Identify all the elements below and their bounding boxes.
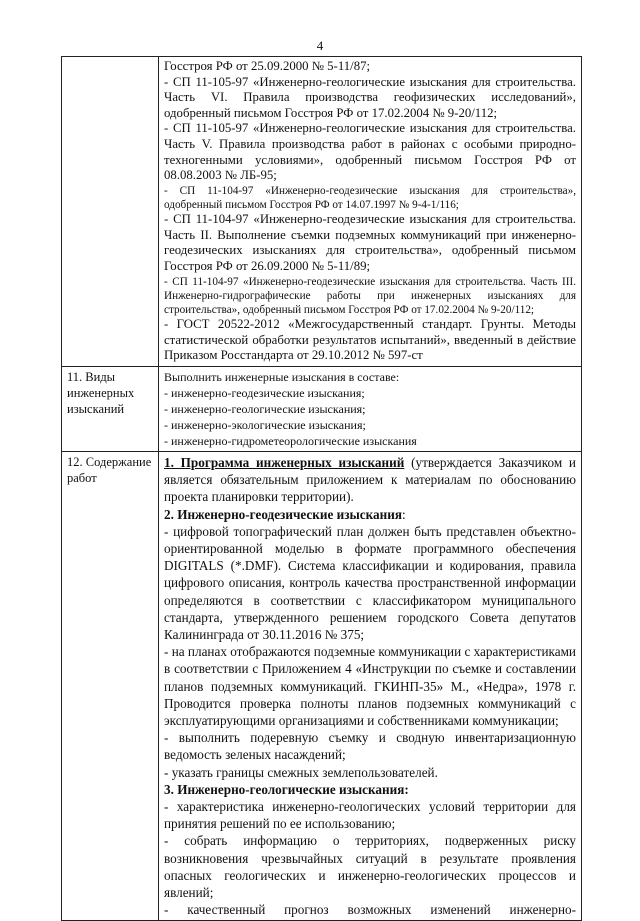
list-item: - инженерно-геодезические изыскания; <box>164 385 365 400</box>
list-item: - инженерно-геологические изыскания; <box>164 401 366 416</box>
norm-line: - СП 11-104-97 «Инженерно-геодезические изыскания для строительства. Часть II. Выполнение съемки подземных коммуникаций при инженерно-геодезических изысканиях для строительства», одобренный письмом Госстроя РФ от 26.09.2000 № 5-11/89; <box>164 212 576 273</box>
geodesy-heading-colon: : <box>401 506 406 522</box>
program-text: (утверждается Заказчиком и является обязательным приложением к материалам по обоснованию проекта планировки территории). <box>164 454 576 505</box>
norm-line: - ГОСТ 20522-2012 «Межгосударственный стандарт. Грунты. Методы статистической обработки результатов испытаний», введенный в действие Приказом Росстандарта от 29.10.2012 № 597-ст <box>164 317 576 363</box>
geodesy-item: - выполнить подеревную съемку и сводную инвентаризационную ведомость зеленых насаждений; <box>164 730 576 763</box>
list-item: - инженерно-экологические изыскания; <box>164 417 366 432</box>
row-label-types: 11. Виды инженерных изысканий <box>62 366 159 451</box>
geology-item: - собрать информацию о территориях, подверженных риску возникновения чрезвычайных ситуаций в результате проявления опасных геологических и инженерно-геологических процессов и явлений; <box>164 833 576 900</box>
geology-item: - характеристика инженерно-геологических условий территории для принятия решений по ее использованию; <box>164 798 576 832</box>
norm-line: - СП 11-104-97 «Инженерно-геодезические изыскания для строительства», одобренный письмом Госстроя РФ от 14.07.1997 № 9-4-1/116; <box>164 184 576 211</box>
geodesy-heading-line <box>164 506 576 523</box>
program-paragraph <box>164 454 576 506</box>
geodesy-heading: 2. Инженерно-геодезические изыскания <box>164 506 402 522</box>
row-label-content: 12. Содержание работ <box>62 451 159 920</box>
table-row-content <box>62 451 582 920</box>
geodesy-item: - на планах отображаются подземные коммуникации с характеристиками в соответствии с Приложением 4 «Инструкции по съемке и составлении планов подземных коммуникаций. ГКИНП-35» М., «Недра», 1978 г. Проводится проверка полноты планов подземных коммуникаций с эксплуатирующими организациями и собственниками коммуникации; <box>164 644 576 728</box>
program-heading: 1. Программа инженерных изысканий <box>164 454 405 470</box>
norms-cell <box>159 57 582 367</box>
table-row-norms <box>62 57 582 367</box>
norm-line: - СП 11-104-97 «Инженерно-геодезические изыскания для строительства. Часть III. Инженерно-гидрографические работы при инженерных изысканиях для строительства», одобренный письмом Госстроя РФ от 17.02.2004 № 9-20/112; <box>164 275 576 316</box>
types-cell <box>159 366 582 451</box>
content-cell <box>159 451 582 920</box>
geodesy-item: - цифровой топографический план должен быть представлен объектно-ориентированной моделью в формате программного обеспечения DIGITALS (*.DMF). Система классификации и кодирования, правила цифрового описания, контроль качества пространственной информации определяются в соответствии с классификатором муниципального стандарта, утвержденного решением городского Совета депутатов Калининграда от 30.11.2016 № 375; <box>164 523 576 642</box>
requirements-table <box>61 56 582 921</box>
geology-item: - качественный прогноз возможных изменений инженерно- <box>164 902 576 918</box>
geodesy-item: - указать границы смежных землепользователей. <box>164 764 438 780</box>
table-row-types <box>62 366 582 451</box>
list-item: - инженерно-гидрометеорологические изыскания <box>164 433 417 448</box>
row-label-empty <box>62 57 159 367</box>
page-number: 4 <box>316 38 324 53</box>
norm-line: - СП 11-105-97 «Инженерно-геологические изыскания для строительства. Часть VI. Правила производства геофизических исследований», одобренный письмом Госстроя РФ от 17.02.2004 № 9-20/112; <box>164 74 576 120</box>
types-intro: Выполнить инженерные изыскания в составе: <box>164 369 400 384</box>
geology-heading: 3. Инженерно-геологические изыскания: <box>164 781 409 797</box>
norm-line: Госстроя РФ от 25.09.2000 № 5-11/87; <box>164 59 371 73</box>
norm-line: - СП 11-105-97 «Инженерно-геологические изыскания для строительства. Часть V. Правила производства работ в районах с особыми природно-техногенными условиями», одобренный письмом Госстроя РФ от 08.08.2003 № ЛБ-95; <box>164 121 576 183</box>
